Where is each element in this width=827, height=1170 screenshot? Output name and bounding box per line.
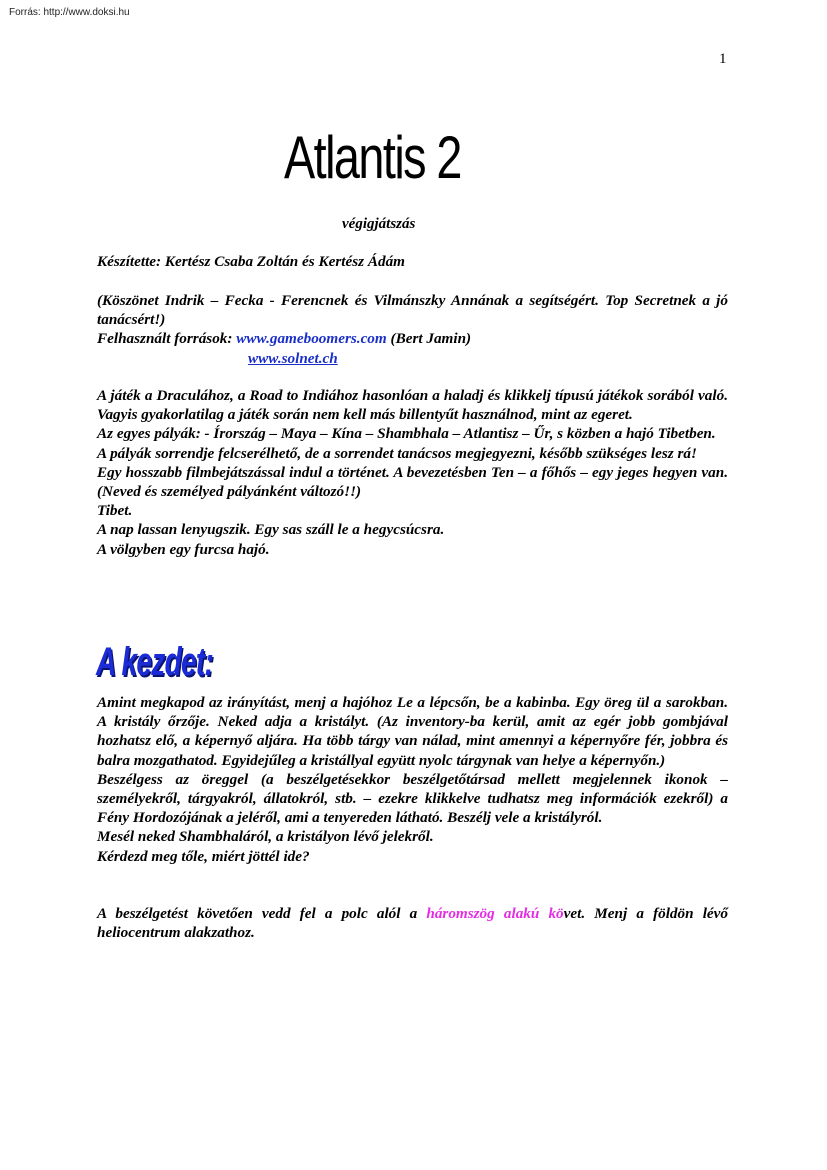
- sources-line: [97, 329, 728, 348]
- page-number: 1: [719, 51, 727, 67]
- final-block: [97, 904, 728, 942]
- section-heading: A kezdet:: [96, 640, 214, 684]
- intro-paragraph: A játék a Draculához, a Road to Indiához hasonlóan a haladj és klikkelj típusú játékok sorából való. Vagyis gyakorlatilag a játék során nem kell más billentyűt használnod, mint az egeret.: [97, 387, 728, 424]
- final-text-before: A beszélgetést követően vedd fel a polc alól a: [97, 905, 427, 922]
- section-paragraph: Beszélgess az öreggel (a beszélgetésekkor beszélgetőtársad mellett megjelennek ikonok – személyekről, tárgyakról, állatokról, stb. – ezekre klikkelve tudhatsz meg információk ezekről) a Fény Hordozójának a jeléről, ami a tenyereden látható. Beszélj vele a kristályról.: [97, 770, 728, 827]
- section-paragraph: Amint megkapod az irányítást, menj a hajóhoz Le a lépcsőn, be a kabinba. Egy öreg ül a sarokban. A kristály őrzője. Neked adja a kristályt. (Az inventory-ba kerül, amit az egér jobb gombjával hozhatsz elő, a képernyő aljára. Ha több tárgy van nálad, mint amennyi a képernyőre fér, jobbra és balra mozgathatod. Egyidejűleg a kristállyal együtt nyolc tárgynak van helye a képernyőn.): [97, 694, 728, 769]
- thanks-line: (Köszönet Indrik – Fecka - Ferencnek és Vilmánszky Annának a segítségért. Top Secretnek a jó tanácsért!): [97, 292, 728, 329]
- section-paragraph: Kérdezd meg tőle, miért jöttél ide?: [97, 847, 310, 865]
- document-title: Atlantis 2: [284, 124, 461, 191]
- source-link-note: (Bert Jamin): [386, 330, 472, 348]
- intro-paragraph: A pályák sorrendje felcserélhető, de a sorrendet tanácsos megjegyezni, később szükséges lesz rá!: [97, 444, 697, 462]
- intro-paragraph: Tibet.: [97, 502, 133, 520]
- document-subtitle: végigjátszás: [342, 216, 416, 232]
- final-text-after: vet. Menj a földön lévő heliocentrum alakzathoz.: [97, 905, 728, 942]
- intro-paragraph: A nap lassan lenyugszik. Egy sas száll le a hegycsúcsra.: [97, 521, 445, 539]
- authors-line: Készítette: Kertész Csaba Zoltán és Kertész Ádám: [97, 253, 405, 270]
- section-paragraph: Mesél neked Shambhaláról, a kristályon lévő jelekről.: [97, 828, 434, 846]
- intro-paragraph: Egy hosszabb filmbejátszással indul a történet. A bevezetésben Ten – a főhős – egy jeges hegyen van. (Neved és személyed pályánként változó!!): [97, 463, 728, 501]
- highlighted-item: háromszög alakú kö: [426, 905, 564, 922]
- sources-label: Felhasznált források:: [97, 330, 237, 348]
- source-link-gameboomers[interactable]: www.gameboomers.com: [236, 330, 387, 348]
- intro-paragraph: A völgyben egy furcsa hajó.: [97, 540, 270, 558]
- source-link-solnet[interactable]: www.solnet.ch: [248, 349, 338, 367]
- source-note: Forrás: http://www.doksi.hu: [9, 7, 130, 18]
- section-body: [97, 693, 728, 866]
- sources-line-2: [97, 349, 728, 368]
- intro-paragraphs: [97, 386, 728, 559]
- credits-block: [97, 291, 728, 368]
- final-paragraph: [97, 904, 728, 942]
- intro-paragraph: Az egyes pályák: - Írország – Maya – Kína – Shambhala – Atlantisz – Űr, s közben a hajó Tibetben.: [97, 425, 716, 443]
- intro-block: [97, 252, 728, 271]
